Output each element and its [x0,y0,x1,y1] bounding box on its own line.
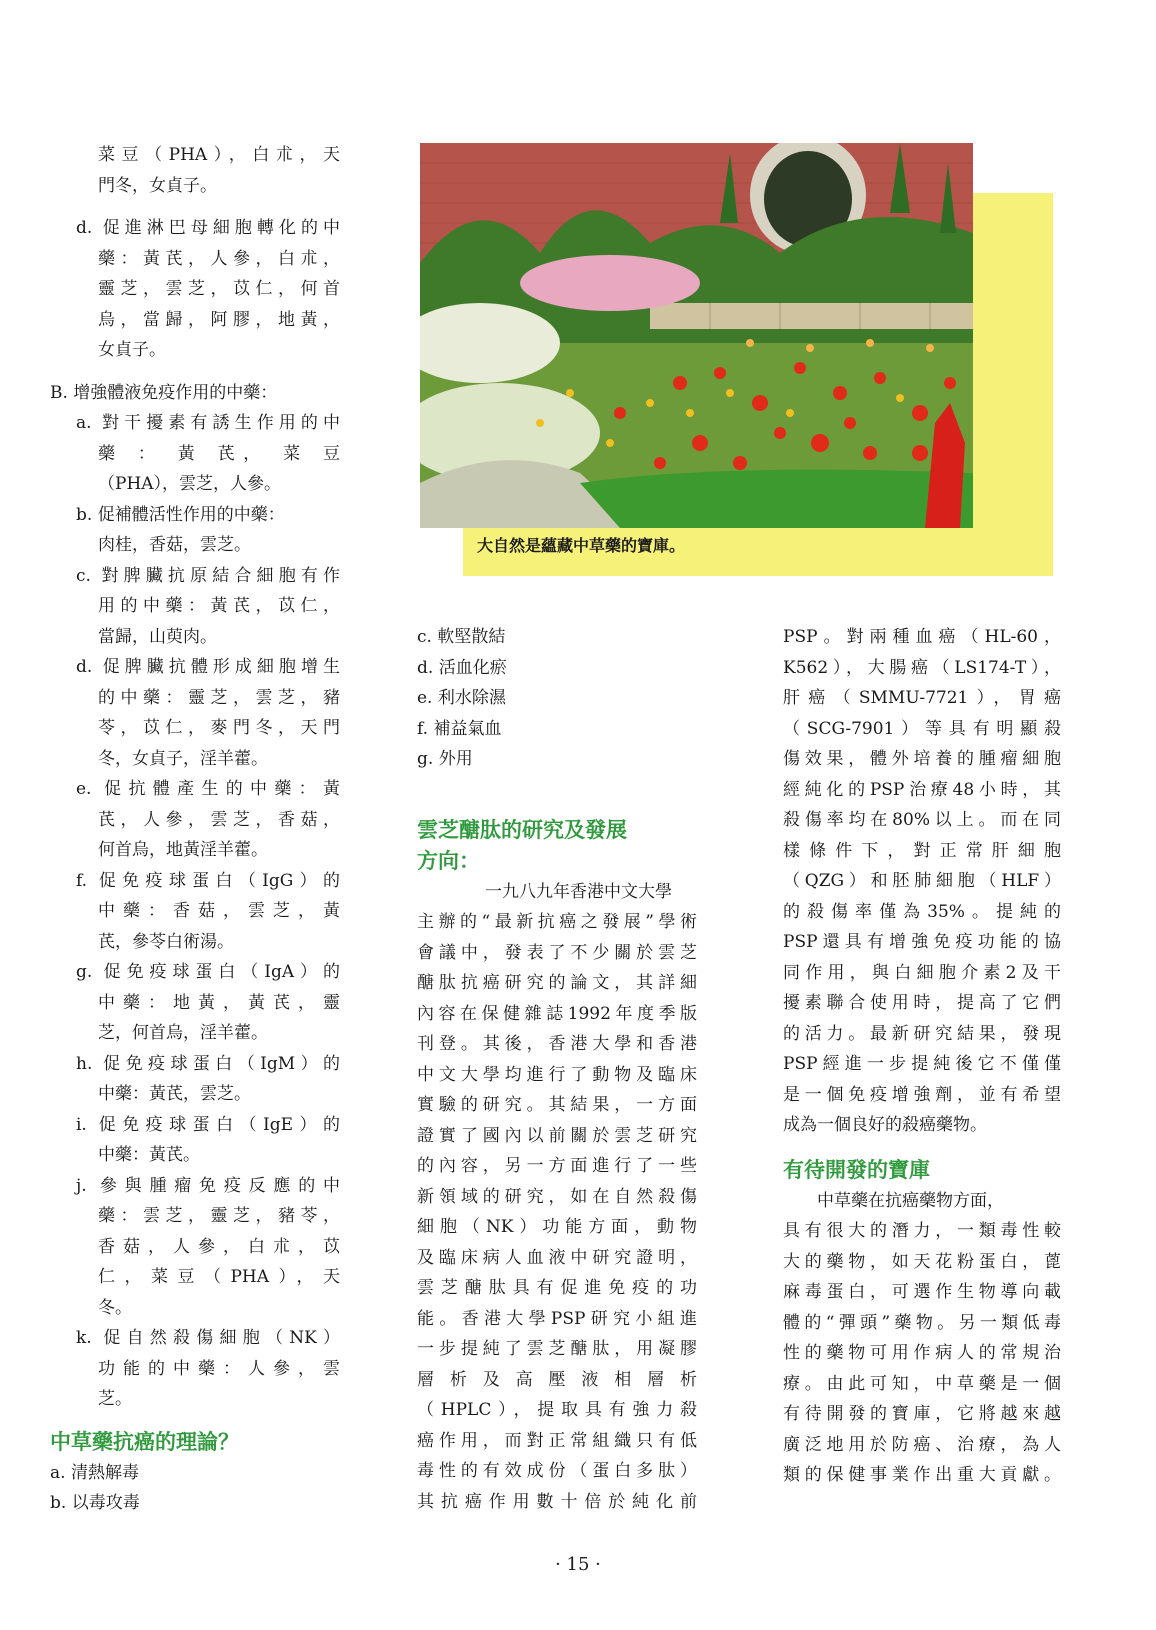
list-item: g. 外用 [417,749,473,769]
text-line: f. 促免疫球蛋白（IgG）的 [76,870,340,891]
text-line: k. 促自然殺傷細胞（NK） [76,1328,340,1348]
paragraph-line: 實驗的研究。其結果，一方面 [417,1095,697,1115]
spacer [50,201,340,213]
text-line: 功能的中藥：人參，雲 [98,1358,340,1379]
paragraph-line: 肝癌（SMMU-7721），胃癌 [783,688,1061,708]
garden-photo-illustration [420,143,973,528]
text-line: 何首烏，地黃淫羊藿。 [98,840,268,860]
text-line: i. 促免疫球蛋白（IgE）的 [76,1114,340,1135]
spacer [783,1141,1061,1155]
paragraph-line: 大的藥物，如天花粉蛋白，蓖 [783,1251,1061,1272]
spacer [417,775,697,815]
text-line: 中藥：地黃，黃芪，靈 [98,992,340,1013]
text-line: 用的中藥：黃芪，苡仁， [98,596,340,616]
paragraph-line: 廣泛地用於防癌、治療，為人 [783,1434,1061,1455]
paragraph-line: （QZG）和胚肺細胞（HLF） [783,871,1061,891]
paragraph-line: 其抗癌作用數十倍於純化前 [417,1491,697,1512]
page-number: · 15 · [555,1554,601,1575]
text-line: 中藥：黃芪，雲芝。 [98,1084,251,1104]
text-line: 當歸，山萸肉。 [98,626,217,647]
paragraph-line: 一步提純了雲芝醣肽，用凝膠 [417,1339,697,1359]
text-line: g. 促免疫球蛋白（IgA）的 [76,962,340,982]
text-line: 芝，何首烏，淫羊藿。 [98,1023,268,1043]
paragraph-line: 能。香港大學PSP研究小組進 [417,1308,697,1329]
text-line: b. 促補體活性作用的中藥： [76,504,285,525]
text-line: 門冬，女貞子。 [98,175,217,196]
list-item: c. 軟堅散結 [417,627,506,647]
paragraph-line: 樣條件下，對正常肝細胞 [783,840,1061,861]
text-line: a. 清熱解毒 [50,1462,139,1483]
paragraph-line: 醣肽抗癌研究的論文，其詳細 [417,973,697,993]
text-line: 芝。 [98,1389,132,1409]
paragraph-line: 的殺傷率僅為35%。提純的 [783,901,1061,922]
list-item: e. 利水除濕 [417,688,506,708]
text-line: 烏，當歸，阿膠，地黃， [98,309,340,330]
text-line: d. 促脾臟抗體形成細胞增生 [76,657,340,677]
list-item: d. 活血化瘀 [417,657,507,678]
paragraph-line: （SCG-7901）等具有明顯殺 [783,718,1061,739]
text-line: 肉桂，香菇，雲芝。 [98,535,251,555]
paragraph-line: 同作用，與白細胞介素2及干 [783,962,1061,983]
paragraph-line: 刊登。其後，香港大學和香港 [417,1034,697,1054]
paragraph-line: 一九八九年香港中文大學 [485,881,672,902]
paragraph-line: 療。由此可知，中草藥是一個 [783,1373,1061,1394]
paragraph-line: PSP經進一步提純後它不僅僅 [783,1054,1061,1074]
text-line: h. 促免疫球蛋白（IgM）的 [76,1053,340,1074]
paragraph-line: 的活力。最新研究結果，發現 [783,1023,1061,1044]
list-item: f. 補益氣血 [417,718,502,739]
text-line: 菜豆（PHA），白朮，天 [98,145,340,165]
paragraph-line: PSP。對兩種血癌（HL-60， [783,627,1061,647]
text-line: 中藥：黃芪。 [98,1145,200,1165]
left-column [50,140,340,1519]
paragraph-line: 殺傷率均在80%以上。而在同 [783,810,1061,830]
section-heading: 中草藥抗癌的理論？ [50,1429,239,1454]
spacer [50,1415,340,1427]
text-line: 芪，人參，雲芝，香菇， [98,809,340,830]
paragraph-line: 中文大學均進行了動物及臨床 [417,1064,697,1085]
section-heading: 有待開發的寶庫 [783,1157,930,1182]
paragraph-line: 癌作用，而對正常組織只有低 [417,1430,697,1451]
text-line: 冬，女貞子，淫羊藿。 [98,748,268,769]
text-line: B. 增強體液免疫作用的中藥： [50,382,278,403]
paragraph-line: 毒性的有效成份（蛋白多肽） [417,1461,697,1481]
photo-caption: 大自然是蘊藏中草藥的寶庫。 [477,536,686,555]
paragraph-line: 有待開發的寶庫，它將越來越 [783,1404,1061,1424]
paragraph-line: 傷效果，體外培養的腫瘤細胞 [783,749,1061,769]
text-line: 芪，參苓白術湯。 [98,931,234,952]
paragraph-line: 中草藥在抗癌藥物方面， [817,1190,1004,1211]
text-line: c. 對脾臟抗原結合細胞有作 [76,565,340,586]
paragraph-line: 新領域的研究，如在自然殺傷 [417,1186,697,1207]
paragraph-line: 具有很大的潛力，一類毒性較 [783,1221,1061,1241]
paragraph-line: （HPLC），提取具有強力殺 [417,1400,697,1420]
text-line: 的中藥：靈芝，雲芝，豬 [98,687,340,708]
text-line: e. 促抗體產生的中藥：黃 [76,779,340,799]
text-line: 香菇，人參，白朮，苡 [98,1236,340,1257]
paragraph-line: 的內容，另一方面進行了一些 [417,1156,697,1176]
text-line: 藥：黃芪，人參，白朮， [98,248,340,269]
right-column [783,622,1061,1491]
text-line: b. 以毒攻毒 [50,1493,140,1513]
section-heading: 方向： [417,848,480,873]
paragraph-line: 會議中，發表了不少關於雲芝 [417,942,697,963]
paragraph-line: 是一個免疫增強劑，並有希望 [783,1084,1061,1105]
paragraph-line: 經純化的PSP治療48小時，其 [783,779,1061,800]
paragraph-line: 雲芝醣肽具有促進免疫的功 [417,1278,697,1298]
paragraph-line: 及臨床病人血液中研究證明， [417,1247,697,1268]
text-line: 女貞子。 [98,340,166,360]
paragraph-line: K562），大腸癌（LS174-T）， [783,657,1061,678]
text-line: 仁，菜豆（PHA），天 [98,1267,340,1287]
paragraph-line: 性的藥物可用作病人的常規治 [783,1343,1061,1363]
garden-photo [420,143,973,528]
paragraph-line: 類的保健事業作出重大貢獻。 [783,1465,1061,1485]
text-line: 中藥：香菇，雲芝，黃 [98,901,340,921]
section-heading: 雲芝醣肽的研究及發展 [417,817,627,842]
paragraph-line: 主辦的“最新抗癌之發展”學術 [417,912,697,932]
paragraph-line: 擾素聯合使用時，提高了它們 [783,993,1061,1013]
text-line: 藥 ： 黃 芪， 菜 豆 [98,443,340,464]
text-line: 藥：雲芝，靈芝，豬苓， [98,1206,340,1226]
text-line: j. 參與腫瘤免疫反應的中 [76,1175,340,1196]
text-line: 冬。 [98,1297,132,1318]
paragraph-line: 層析及高壓液相層析 [417,1369,697,1390]
text-line: d. 促進淋巴母細胞轉化的中 [76,218,340,238]
text-line: 靈芝，雲芝，苡仁，何首 [98,279,340,299]
paragraph-line: 成為一個良好的殺癌藥物。 [783,1115,987,1135]
paragraph-line: 麻毒蛋白，可選作生物導向載 [783,1282,1061,1302]
paragraph-line: PSP還具有增強免疫功能的協 [783,932,1061,952]
text-line: 苓，苡仁，麥門冬，天門 [98,718,340,738]
paragraph-line: 細胞（NK）功能方面，動物 [417,1217,697,1237]
paragraph-line: 體的“彈頭”藥物。另一類低毒 [783,1312,1061,1333]
middle-column [417,622,697,1517]
paragraph-line: 內容在保健雜誌1992年度季版 [417,1003,697,1024]
text-line: （PHA），雲芝，人參。 [98,474,282,494]
paragraph-line: 證實了國內以前關於雲芝研究 [417,1125,697,1146]
spacer [50,366,340,378]
text-line: a. 對干擾素有誘生作用的中 [76,413,340,433]
